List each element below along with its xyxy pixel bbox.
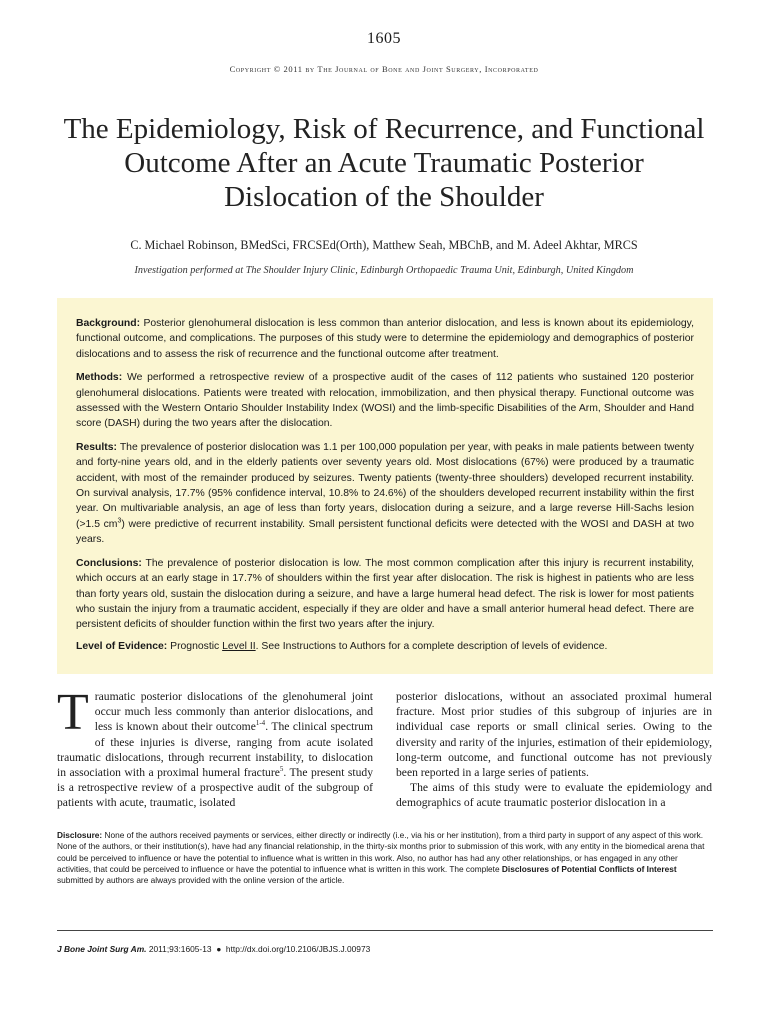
background-text: Posterior glenohumeral dislocation is less common than anterior dislocation, and less is known about its epidemiology, functional outcome, and complications. The purposes of this study were to determine the epidemiology and demographics of posterior dislocations and to assess the risk of recurrence and the functional outcome after treatment.: [76, 318, 694, 360]
abstract-methods: [76, 370, 694, 432]
article-title: The Epidemiology, Risk of Recurrence, and Functional Outcome After an Acute Traumatic Posterior Dislocation of the Shoulder: [63, 113, 705, 213]
abstract-background: [76, 316, 694, 362]
abstract-conclusions: [76, 556, 694, 633]
intro-paragraph-cont: posterior dislocations, without an associated proximal humeral fracture. Most prior studies of this subgroup of injuries are in individual case reports or small clinical series. Owing to the diversity and rarity of the injuries, estimation of their epidemiology, long-term outcome, and functional outcome has not previously been reported in a large series of patients.: [396, 690, 712, 780]
citation-ref[interactable]: 5: [279, 765, 284, 774]
body-column-left: [57, 684, 373, 811]
aims-paragraph: The aims of this study were to evaluate the epidemiology and demographics of acute traumatic posterior dislocation in a: [396, 781, 712, 810]
methods-text: We performed a retrospective review of a prospective audit of the cases of 112 patients who sustained 120 posterior glenohumeral dislocations. Patients were treated with relocation, immobilization, and then physical therapy. Functional outcome was assessed with the Western Ontario Shoulder Instability Index (WOSI) and the limb-specific Disabilities of the Arm, Shoulder and Hand score (DASH) during the two years after the dislocation.: [76, 372, 694, 430]
institution-line: Investigation performed at The Shoulder Injury Clinic, Edinburgh Orthopaedic Trauma Unit, Edinburgh, United Kingdom: [134, 265, 634, 276]
footer-divider: [57, 930, 713, 931]
results-text: The prevalence of posterior dislocation was 1.1 per 100,000 population per year, with peaks in male patients between twenty and forty-nine years old, and in the elderly patients over seventy years old. Most dislocations (67%) were produced by a traumatic accident, with most of the remainder produced by seizures. Twenty patients (twenty-three shoulders) developed recurrent instability. On survival analysis, 17.7% (95% confidence interval, 10.8% to 24.6%) of the shoulders developed recurrent instability within the first year. On multivariable analysis, an age of less than forty years, dislocation during a seizure, and a large reverse Hill-Sachs lesion (>1.5 cm: [76, 441, 694, 530]
intro-text-end: . The present study is a retrospective review of a prospective audit of the subgroup of patients with acute, traumatic, isolated: [57, 766, 373, 810]
results-superscript: 3: [117, 517, 122, 525]
intro-paragraph: [57, 684, 373, 811]
footer-citation: [57, 944, 713, 954]
abstract-results: [76, 440, 694, 548]
level-text-end: . See Instructions to Authors for a complete description of levels of evidence.: [255, 640, 608, 652]
citation-ref-range: 2011;93:1605-13: [148, 944, 212, 954]
level-text: Prognostic: [170, 640, 220, 652]
abstract-level-of-evidence: [76, 639, 694, 654]
disclosure-heading: Disclosure:: [57, 830, 103, 840]
drop-cap: T: [57, 684, 89, 741]
intro-text-cont: . The clinical spectrum of these injuries is diverse, ranging from acute isolated traumatic dislocations, through recurrent instability, to dislocation in association with a proximal humeral fracture: [57, 720, 373, 780]
journal-abbrev: J Bone Joint Surg Am.: [57, 944, 147, 954]
methods-heading: Methods:: [76, 372, 123, 384]
page-number: 1605: [367, 30, 401, 47]
conclusions-text: The prevalence of posterior dislocation is low. The most common complication after this injury is recurrent instability, which occurs at an early stage in 17.7% of shoulders within the first year after dislocation. The risk is highest in patients who are less than forty years old, sustain the dislocation during a seizure, and have a large humeral head defect. The risk is lower for most patients who sustain the injury from a traumatic accident, especially if they are older and have a small anterior humeral head defect. There are persistent deficits of shoulder function within the first two years after the injury.: [76, 557, 695, 631]
disclosure-text-end: submitted by authors are always provided with the online version of the article.: [57, 875, 345, 886]
disclosure-text: None of the authors received payments or services, either directly or indirectly (i.e., via his or her institution), from a third party in support of any aspect of this work. None of the authors, or their institution(s), have had any financial relationship, in the thirty-six months prior to submission of this work, with any entity in the biomedical arena that could be perceived to influence or have the potential to influence what is written in this work. Also, no author has had any other relationships, or has engaged in any other activities, that could be perceived to influence or have the potential to influence what is written in this work. The complete: [57, 830, 705, 874]
body-column-right: [396, 689, 712, 811]
background-heading: Background:: [76, 318, 141, 329]
intro-text: raumatic posterior dislocations of the glenohumeral joint occur much less commonly than anterior dislocations, and less is known about their outcome: [94, 690, 373, 734]
doi-link[interactable]: http://dx.doi.org/10.2106/JBJS.J.00973: [225, 944, 371, 954]
level-link[interactable]: Level II: [222, 640, 256, 652]
disclosure-link[interactable]: Disclosures of Potential Conflicts of Interest: [501, 863, 677, 874]
author-list: C. Michael Robinson, BMedSci, FRCSEd(Orth), Matthew Seah, MBChB, and M. Adeel Akhtar, MRCS: [130, 238, 638, 252]
results-heading: Results:: [76, 441, 117, 453]
bullet-icon: ●: [216, 944, 222, 954]
abstract-box: [57, 298, 713, 674]
disclosure-note: [57, 830, 713, 886]
conclusions-heading: Conclusions:: [76, 557, 142, 569]
results-text-end: ) were predictive of recurrent instability. Small persistent functional deficits were detected with the WOSI and DASH at two years.: [76, 518, 694, 546]
citation-ref[interactable]: 1-4: [255, 719, 266, 728]
level-heading: Level of Evidence:: [76, 640, 168, 652]
copyright-line: Copyright © 2011 by The Journal of Bone and Joint Surgery, Incorporated: [229, 64, 539, 74]
